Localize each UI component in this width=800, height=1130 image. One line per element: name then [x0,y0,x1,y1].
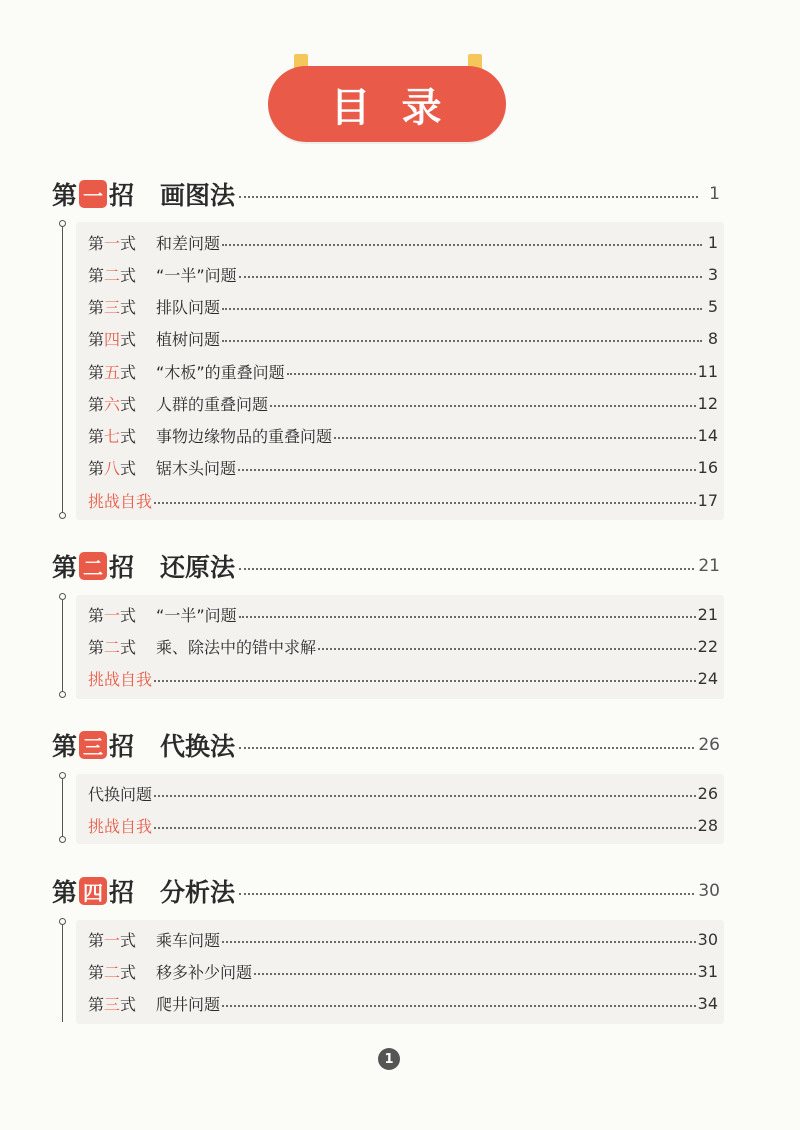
entry-suffix: 式 [120,637,137,657]
leader-dots [154,680,696,682]
entry-ordinal: 五 [104,362,121,382]
entry-prefix: 第 [88,233,105,253]
entry-page: 31 [697,961,718,981]
entry-page: 16 [697,457,718,477]
leader-dots [222,340,702,342]
challenge-title: 挑战自我 [88,491,153,511]
entry-suffix: 式 [120,265,137,285]
entry-suffix: 式 [120,930,137,950]
entry-title: “一半”问题 [156,265,237,285]
bracket-dot-top [59,220,66,227]
toc-entry[interactable] [88,926,718,952]
entry-suffix: 式 [120,233,137,253]
bracket-line [62,599,63,695]
leader-dots [239,276,702,278]
entry-prefix: 第 [88,265,105,285]
section-suffix: 招 [109,553,135,582]
entry-prefix: 第 [88,297,105,317]
section-heading [52,176,235,212]
entry-page: 12 [697,393,718,413]
leader-dots [222,308,702,310]
toc-entry[interactable] [88,358,718,384]
entry-page: 24 [697,668,718,688]
entry-prefix: 第 [88,637,105,657]
section-heading [52,548,235,584]
entry-page: 21 [697,604,718,624]
entry-suffix: 式 [120,426,137,446]
toc-title-char-2: 录 [401,84,444,131]
entry-ordinal: 三 [104,297,121,317]
entry-title: 植树问题 [156,329,221,349]
challenge-title: 挑战自我 [88,669,153,689]
entry-suffix: 式 [120,458,137,478]
entry-prefix: 第 [88,362,105,382]
section-suffix: 招 [109,878,135,907]
entry-prefix: 第 [88,605,105,625]
entry-page: 5 [707,296,718,316]
leader-dots [238,469,696,471]
entry-prefix: 第 [88,329,105,349]
bracket-dot-bottom [59,512,66,519]
section-suffix: 招 [109,732,135,761]
leader-dots [239,893,694,895]
section-page: 21 [698,556,720,576]
entry-page: 3 [707,264,718,284]
entry-suffix: 式 [120,362,137,382]
section-header-3[interactable] [52,727,720,763]
entry-page: 30 [697,929,718,949]
leader-dots [154,795,696,797]
entry-title: 人群的重叠问题 [156,394,269,414]
entry-prefix: 第 [88,394,105,414]
leader-dots [334,437,696,439]
entry-suffix: 式 [120,962,137,982]
entry-title: 移多补少问题 [156,962,253,982]
toc-entry[interactable] [88,454,718,480]
toc-entry[interactable] [88,958,718,984]
entry-title: “一半”问题 [156,605,237,625]
toc-entry[interactable] [88,780,718,806]
entry-ordinal: 二 [104,962,121,982]
toc-entry[interactable] [88,633,718,659]
entry-title: 爬井问题 [156,994,221,1014]
bracket-dot-top [59,918,66,925]
leader-dots [270,405,696,407]
bracket-dot-top [59,772,66,779]
section-heading [52,873,235,909]
leader-dots [239,196,698,198]
bracket-dot-bottom [59,691,66,698]
entry-prefix: 第 [88,962,105,982]
toc-entry[interactable] [88,990,718,1016]
section-header-2[interactable] [52,548,720,584]
section-number-badge: 三 [79,731,107,759]
section-name: 代换法 [160,732,236,761]
entry-page: 8 [707,328,718,348]
section-name: 分析法 [160,878,236,907]
leader-dots [287,373,696,375]
entry-title: 乘、除法中的错中求解 [156,637,317,657]
section-suffix: 招 [109,181,135,210]
entry-page: 22 [697,636,718,656]
leader-dots [318,648,696,650]
entry-ordinal: 八 [104,458,121,478]
entry-prefix: 第 [88,458,105,478]
leader-dots [154,827,696,829]
toc-entry[interactable] [88,261,718,287]
entry-page: 26 [697,783,718,803]
leader-dots [222,244,702,246]
leader-dots [239,747,694,749]
section-number-badge: 一 [79,180,107,208]
entry-ordinal: 二 [104,637,121,657]
bracket-dot-bottom [59,836,66,843]
entry-ordinal: 一 [104,930,121,950]
entry-ordinal: 一 [104,233,121,253]
toc-entry-challenge[interactable] [88,487,718,513]
toc-entry[interactable] [88,229,718,255]
entry-ordinal: 一 [104,605,121,625]
section-name: 画图法 [160,181,236,210]
bracket-line [62,922,63,1022]
entry-prefix: 第 [88,930,105,950]
entry-page: 11 [697,361,718,381]
section-name: 还原法 [160,553,236,582]
entry-page: 34 [697,993,718,1013]
leader-dots [239,568,694,570]
page-number-badge: 1 [378,1048,400,1070]
entry-suffix: 式 [120,297,137,317]
entry-title: “木板”的重叠问题 [156,362,285,382]
toc-entry[interactable] [88,390,718,416]
entry-suffix: 式 [120,394,137,414]
section-prefix: 第 [52,732,78,761]
entry-page: 17 [697,490,718,510]
entry-prefix: 第 [88,426,105,446]
toc-title-char-1: 目 [330,84,373,131]
entry-suffix: 式 [120,605,137,625]
section-prefix: 第 [52,181,78,210]
section-page: 30 [698,881,720,901]
entry-ordinal: 四 [104,329,121,349]
section-number-badge: 四 [79,877,107,905]
toc-title [268,66,506,142]
leader-dots [154,502,696,504]
entry-prefix: 第 [88,994,105,1014]
leader-dots [222,1005,696,1007]
section-prefix: 第 [52,553,78,582]
entry-page: 1 [707,232,718,252]
entry-title: 和差问题 [156,233,221,253]
entry-title: 乘车问题 [156,930,221,950]
entry-title: 排队问题 [156,297,221,317]
challenge-title: 挑战自我 [88,816,153,836]
toc-entry[interactable] [88,601,718,627]
entry-suffix: 式 [120,329,137,349]
toc-entry[interactable] [88,325,718,351]
entry-ordinal: 七 [104,426,121,446]
entry-title: 锯木头问题 [156,458,237,478]
entry-page: 28 [697,815,718,835]
section-heading [52,727,235,763]
leader-dots [222,941,696,943]
section-prefix: 第 [52,878,78,907]
section-page: 26 [698,735,720,755]
entry-ordinal: 三 [104,994,121,1014]
entry-suffix: 式 [120,994,137,1014]
bracket-dot-top [59,593,66,600]
toc-entry-challenge[interactable] [88,665,718,691]
entry-page: 14 [697,425,718,445]
bracket-line [62,226,63,516]
toc-entry[interactable] [88,422,718,448]
entry-title: 事物边缘物品的重叠问题 [156,426,333,446]
leader-dots [254,973,696,975]
entry-ordinal: 二 [104,265,121,285]
section-page: 1 [709,184,720,204]
entry-title: 代换问题 [88,784,153,804]
toc-entry[interactable] [88,293,718,319]
toc-entry-challenge[interactable] [88,812,718,838]
leader-dots [239,616,696,618]
section-header-1[interactable] [52,176,720,212]
section-header-4[interactable] [52,873,720,909]
bracket-line [62,778,63,840]
section-number-badge: 二 [79,552,107,580]
entry-ordinal: 六 [104,394,121,414]
